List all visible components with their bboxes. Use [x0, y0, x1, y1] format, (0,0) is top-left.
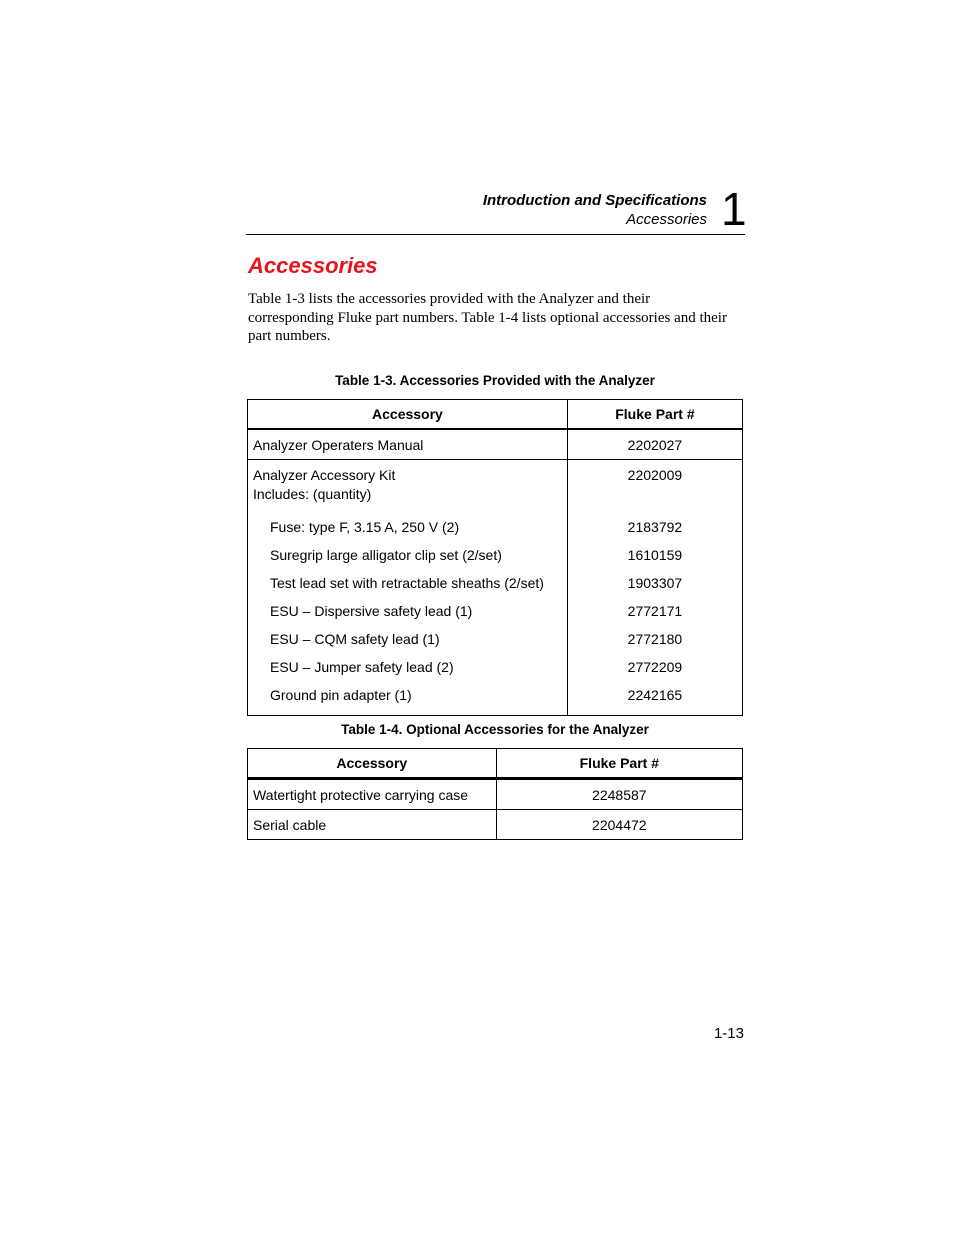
accessory-name: Analyzer Operaters Manual: [248, 429, 568, 460]
kit-item-name: ESU – Jumper safety lead (2): [270, 659, 454, 675]
table-row: [248, 779, 743, 810]
running-header-chapter-title: Introduction and Specifications: [482, 192, 707, 209]
kit-item-part-number: 1610159: [627, 547, 683, 563]
kit-item-name: Fuse: type F, 3.15 A, 250 V (2): [270, 519, 460, 535]
kit-parts-cell: [567, 460, 742, 716]
kit-includes-label: Includes: (quantity): [253, 486, 372, 502]
table-1-3-caption: Table 1-3. Accessories Provided with the Analyzer: [335, 373, 655, 388]
kit-part-number: 2202009: [627, 467, 683, 483]
accessories-provided-table: [247, 399, 743, 716]
accessory-name: Watertight protective carrying case: [248, 779, 497, 810]
table-row: [248, 429, 743, 460]
kit-item-name: ESU – Dispersive safety lead (1): [270, 603, 473, 619]
column-header-part-number: Fluke Part #: [567, 400, 742, 430]
table-1-4-caption: Table 1-4. Optional Accessories for the Analyzer: [341, 722, 649, 737]
page-number: 1-13: [713, 1025, 744, 1042]
kit-item-part-number: 2183792: [627, 519, 683, 535]
kit-item-part-number: 2772209: [627, 659, 683, 675]
table-row: [248, 810, 743, 840]
kit-item-part-number: 2772180: [627, 631, 683, 647]
kit-item-name: Test lead set with retractable sheaths (2/set): [270, 575, 544, 591]
table-header-row: [248, 749, 743, 779]
section-heading: Accessories: [248, 253, 378, 278]
part-number: 2248587: [496, 779, 742, 810]
column-header-part-number: Fluke Part #: [496, 749, 742, 779]
accessory-name: Serial cable: [248, 810, 497, 840]
kit-contents-cell: [248, 460, 568, 716]
kit-item-part-number: 1903307: [627, 575, 683, 591]
optional-accessories-table: [247, 748, 743, 840]
column-header-accessory: Accessory: [248, 400, 568, 430]
kit-item-name: ESU – CQM safety lead (1): [270, 631, 440, 647]
table-header-row: [248, 400, 743, 430]
table-row-kit: [248, 460, 743, 716]
kit-item-part-number: 2772171: [627, 603, 683, 619]
kit-name: Analyzer Accessory Kit: [253, 467, 396, 483]
kit-item-part-number: 2242165: [627, 687, 683, 703]
part-number: 2202027: [567, 429, 742, 460]
running-header-section: Accessories: [626, 211, 707, 228]
chapter-number: 1: [721, 183, 747, 235]
intro-paragraph: Table 1-3 lists the accessories provided with the Analyzer and their corresponding Fluke part numbers. Table 1-4 lists optional accessories and their part numbers.: [248, 291, 727, 345]
part-number: 2204472: [496, 810, 742, 840]
column-header-accessory: Accessory: [248, 749, 497, 779]
kit-item-name: Suregrip large alligator clip set (2/set): [270, 547, 502, 563]
header-divider: [246, 234, 745, 235]
kit-item-name: Ground pin adapter (1): [270, 687, 412, 703]
